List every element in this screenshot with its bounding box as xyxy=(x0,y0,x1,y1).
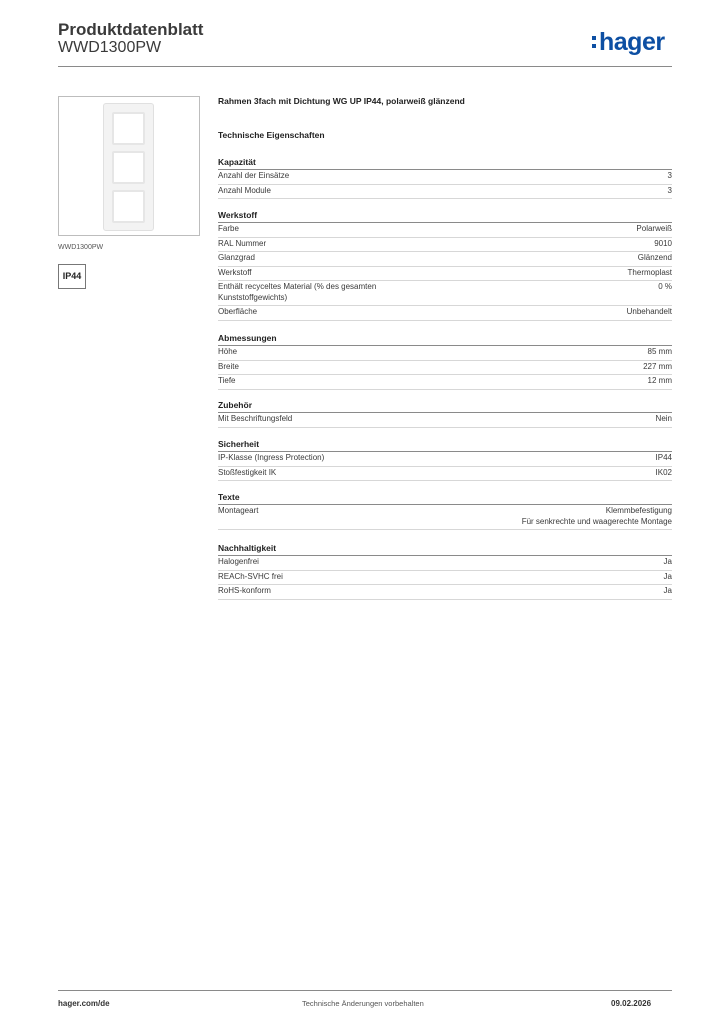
group-title: Texte xyxy=(218,492,672,505)
row-value-group xyxy=(522,506,672,527)
section-title: Technische Eigenschaften xyxy=(218,130,325,140)
frame-slot-icon xyxy=(112,190,145,223)
row-value: Ja xyxy=(663,571,672,581)
row-label: Halogenfrei xyxy=(218,557,259,566)
frame-slot-icon xyxy=(112,151,145,184)
row-value: Glänzend xyxy=(637,253,672,262)
row-value: Ja xyxy=(663,557,672,566)
frame-illustration-icon xyxy=(103,103,154,231)
row-value: IK02 xyxy=(655,467,672,477)
row-label: RoHS-konform xyxy=(218,586,271,595)
row-label: Enthält recyceltes Material (% des gesamten Kunststoffgewichts) xyxy=(218,282,377,302)
table-row xyxy=(218,375,672,390)
group-texts xyxy=(218,492,672,530)
group-title: Werkstoff xyxy=(218,210,672,223)
table-row xyxy=(218,361,672,376)
group-title: Sicherheit xyxy=(218,439,672,452)
row-value: Nein xyxy=(655,414,672,423)
row-value: Ja xyxy=(663,586,672,595)
row-value: 3 xyxy=(667,171,672,180)
row-value: 85 mm xyxy=(647,347,672,356)
row-value: Unbehandelt xyxy=(626,307,672,316)
row-value-secondary: Für senkrechte und waagerechte Montage xyxy=(521,516,672,526)
footer-divider xyxy=(58,990,672,991)
row-label: Farbe xyxy=(218,224,239,233)
row-label: RAL Nummer xyxy=(218,238,267,248)
table-row xyxy=(218,413,672,428)
group-dimensions xyxy=(218,333,672,390)
row-label: Glanzgrad xyxy=(218,253,255,262)
group-sustainability xyxy=(218,543,672,600)
row-value: Thermoplast xyxy=(627,267,672,277)
row-label: Werkstoff xyxy=(218,267,252,277)
table-row xyxy=(218,556,672,571)
row-label: IP-Klasse (Ingress Protection) xyxy=(218,453,325,462)
row-label: Höhe xyxy=(218,347,238,356)
table-row xyxy=(218,281,672,306)
row-value: Klemmbefestigung xyxy=(605,506,672,515)
row-value: Polarweiß xyxy=(636,224,672,233)
footer-note: Technische Änderungen vorbehalten xyxy=(302,999,424,1008)
group-title: Abmessungen xyxy=(218,333,672,346)
product-image xyxy=(58,96,200,236)
table-row xyxy=(218,170,672,185)
table-row xyxy=(218,571,672,586)
row-value: 0 % xyxy=(658,282,672,291)
group-title: Kapazität xyxy=(218,157,672,170)
table-row xyxy=(218,252,672,267)
image-caption: WWD1300PW xyxy=(58,244,104,251)
row-value: 12 mm xyxy=(647,376,672,385)
page-title: Produktdatenblatt xyxy=(58,20,204,39)
row-label: Anzahl der Einsätze xyxy=(218,171,290,180)
table-row xyxy=(218,267,672,282)
group-capacity xyxy=(218,157,672,199)
header-divider xyxy=(58,66,672,67)
table-row xyxy=(218,467,672,482)
product-title: Rahmen 3fach mit Dichtung WG UP IP44, polarweiß glänzend xyxy=(218,96,465,106)
table-row xyxy=(218,306,672,321)
row-value: IP44 xyxy=(655,453,672,462)
group-safety xyxy=(218,439,672,481)
footer-date: 09.02.2026 xyxy=(611,999,652,1008)
group-accessories xyxy=(218,400,672,428)
group-title: Zubehör xyxy=(218,400,672,413)
row-value: 3 xyxy=(667,185,672,195)
row-label: Stoßfestigkeit IK xyxy=(218,467,277,477)
table-row xyxy=(218,505,672,530)
frame-slot-icon xyxy=(112,112,145,145)
row-label: Tiefe xyxy=(218,376,236,385)
ip-rating-badge: IP44 xyxy=(58,264,86,289)
row-label: Mit Beschriftungsfeld xyxy=(218,414,293,423)
table-row xyxy=(218,185,672,200)
row-label: Oberfläche xyxy=(218,307,258,316)
table-row xyxy=(218,238,672,253)
hager-logo xyxy=(592,28,665,57)
logo-text: hager xyxy=(599,28,665,56)
row-value: 9010 xyxy=(654,238,672,248)
row-value: 227 mm xyxy=(643,361,672,371)
table-row xyxy=(218,452,672,467)
table-row xyxy=(218,585,672,600)
logo-mark-icon xyxy=(592,32,598,52)
table-row xyxy=(218,346,672,361)
footer-website-link[interactable]: hager.com/de xyxy=(58,999,110,1008)
group-material xyxy=(218,210,672,321)
table-row xyxy=(218,223,672,238)
group-title: Nachhaltigkeit xyxy=(218,543,672,556)
row-label: Anzahl Module xyxy=(218,185,271,195)
row-label: REACh-SVHC frei xyxy=(218,571,283,581)
row-label: Breite xyxy=(218,361,239,371)
product-code: WWD1300PW xyxy=(58,39,162,56)
row-label: Montageart xyxy=(218,506,259,515)
